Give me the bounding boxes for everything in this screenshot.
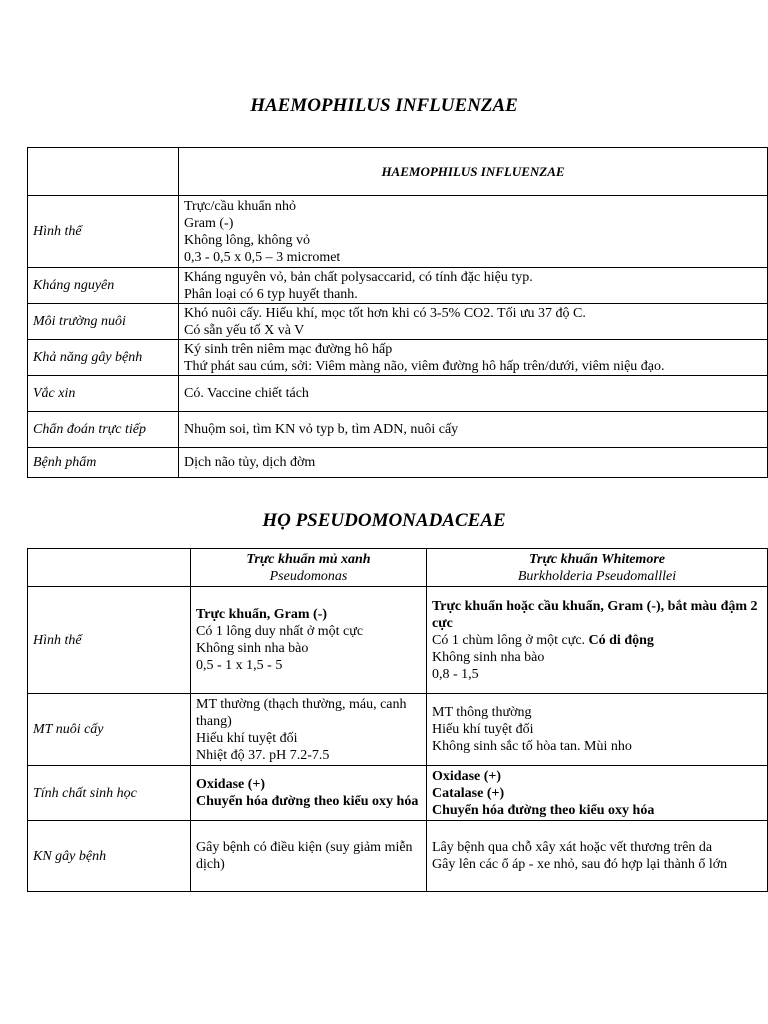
text-line: Oxidase (+): [196, 777, 266, 792]
row-label: KN gây bệnh: [28, 821, 191, 892]
text-line: Chuyển hóa đường theo kiểu oxy hóa: [196, 794, 419, 809]
table-row: [28, 304, 768, 340]
text-line: Gây lên các ổ áp - xe nhỏ, sau đó hợp lại thành ổ lớn: [432, 857, 728, 872]
table-header-row: [28, 549, 768, 587]
row-label: Vắc xin: [28, 376, 179, 412]
row-content: [179, 304, 768, 340]
text-line: Gram (-): [184, 215, 234, 231]
document-title-haemophilus: HAEMOPHILUS INFLUENZAE: [250, 95, 518, 116]
text-line: Nhuộm soi, tìm KN vỏ typ b, tìm ADN, nuôi cấy: [184, 422, 459, 437]
column-header-pseudomonas: [191, 549, 427, 587]
row-label: Kháng nguyên: [28, 268, 179, 304]
row-label: Bệnh phẩm: [28, 448, 179, 478]
cell-pseudomonas: [191, 766, 427, 821]
table-row: [28, 268, 768, 304]
empty-header-cell: [28, 148, 179, 196]
text-line: Không sinh nha bào: [432, 649, 545, 665]
row-label: Chẩn đoán trực tiếp: [28, 412, 179, 448]
row-label: Môi trường nuôi: [28, 304, 179, 340]
text-line: Thứ phát sau cúm, sởi: Viêm màng não, viêm đường hô hấp trên/dưới, viêm niệu đạo.: [184, 358, 665, 374]
text-line: Hiếu khí tuyệt đối: [432, 722, 534, 737]
text-line: Khó nuôi cấy. Hiếu khí, mọc tốt hơn khi có 3-5% CO2. Tối ưu 37 độ C.: [184, 305, 586, 321]
row-label: Hình thể: [28, 587, 191, 694]
table-row: [28, 821, 768, 892]
text-line: Không sinh nha bào: [196, 641, 309, 656]
text-run: Có 1 chùm lông ở một cực.: [432, 632, 586, 648]
row-label: MT nuôi cấy: [28, 694, 191, 766]
text-line: Trực khuẩn, Gram (-): [196, 607, 328, 622]
row-content: [179, 376, 768, 412]
document-title-pseudomonadaceae: HỌ PSEUDOMONADACEAE: [262, 510, 506, 531]
row-content: [179, 268, 768, 304]
text-line: 0,8 - 1,5: [432, 666, 479, 682]
row-content: [179, 412, 768, 448]
table-row: [28, 766, 768, 821]
table-row: [28, 196, 768, 268]
text-line: Catalase (+): [432, 785, 505, 801]
cell-whitemore: [427, 821, 768, 892]
text-run-bold: Có di động: [588, 632, 654, 648]
table-row: [28, 448, 768, 478]
text-line: Không sinh sắc tố hòa tan. Mùi nho: [432, 739, 632, 754]
row-content: [179, 340, 768, 376]
text-line: MT thường (thạch thường, máu, canh thang): [196, 696, 407, 729]
cell-pseudomonas: [191, 587, 427, 694]
cell-whitemore: [427, 766, 768, 821]
table-row: [28, 412, 768, 448]
table-row: [28, 694, 768, 766]
cell-pseudomonas: [191, 694, 427, 766]
text-line: Có sẵn yếu tố X và V: [184, 322, 305, 338]
row-label: Hình thể: [28, 196, 179, 268]
table-row: [28, 587, 768, 694]
haemophilus-table: [27, 147, 768, 478]
table-header-row: [28, 148, 768, 196]
column-header-whitemore: [427, 549, 768, 587]
column-subtitle: Burkholderia Pseudomalllei: [517, 568, 677, 584]
pseudomonadaceae-table: [27, 548, 768, 892]
text-line: Hiếu khí tuyệt đối: [196, 730, 298, 746]
text-line: 0,3 - 0,5 x 0,5 – 3 micromet: [184, 249, 341, 265]
table-row: [28, 376, 768, 412]
row-label: Khả năng gây bệnh: [28, 340, 179, 376]
text-line: Phân loại có 6 typ huyết thanh.: [184, 286, 358, 302]
text-line: Chuyển hóa đường theo kiểu oxy hóa: [432, 802, 655, 818]
empty-header-cell: [28, 549, 191, 587]
text-line: Trực/cầu khuẩn nhỏ: [184, 198, 297, 214]
row-content: [179, 196, 768, 268]
text-line: Có 1 lông duy nhất ở một cực: [196, 624, 364, 639]
text-line: Trực khuẩn hoặc cầu khuẩn, Gram (-), bắt màu đậm 2 cực: [432, 598, 758, 631]
text-line: Gây bệnh có điều kiện (suy giảm miễn dịch): [196, 840, 413, 872]
text-line: Nhiệt độ 37. pH 7.2-7.5: [196, 747, 330, 763]
text-line: Oxidase (+): [432, 768, 502, 784]
text-line: [432, 632, 762, 649]
table-row: [28, 340, 768, 376]
table-header: HAEMOPHILUS INFLUENZAE: [179, 148, 768, 196]
column-title: Trực khuẩn mủ xanh: [246, 551, 371, 567]
text-line: MT thông thường: [432, 705, 532, 720]
row-label: Tính chất sinh học: [28, 766, 191, 821]
row-content: [179, 448, 768, 478]
cell-whitemore: [427, 587, 768, 694]
text-line: Không lông, không vỏ: [184, 232, 310, 248]
cell-pseudomonas: [191, 821, 427, 892]
column-subtitle: Pseudomonas: [269, 568, 348, 584]
text-line: Dịch não tủy, dịch đờm: [184, 455, 316, 470]
text-line: 0,5 - 1 x 1,5 - 5: [196, 658, 283, 673]
text-line: Có. Vaccine chiết tách: [184, 386, 309, 401]
column-title: Trực khuẩn Whitemore: [529, 551, 665, 567]
text-line: Lây bệnh qua chỗ xây xát hoặc vết thương trên da: [432, 840, 713, 855]
cell-whitemore: [427, 694, 768, 766]
text-line: Ký sinh trên niêm mạc đường hô hấp: [184, 341, 393, 357]
text-line: Kháng nguyên vỏ, bản chất polysaccarid, có tính đặc hiệu typ.: [184, 269, 533, 285]
